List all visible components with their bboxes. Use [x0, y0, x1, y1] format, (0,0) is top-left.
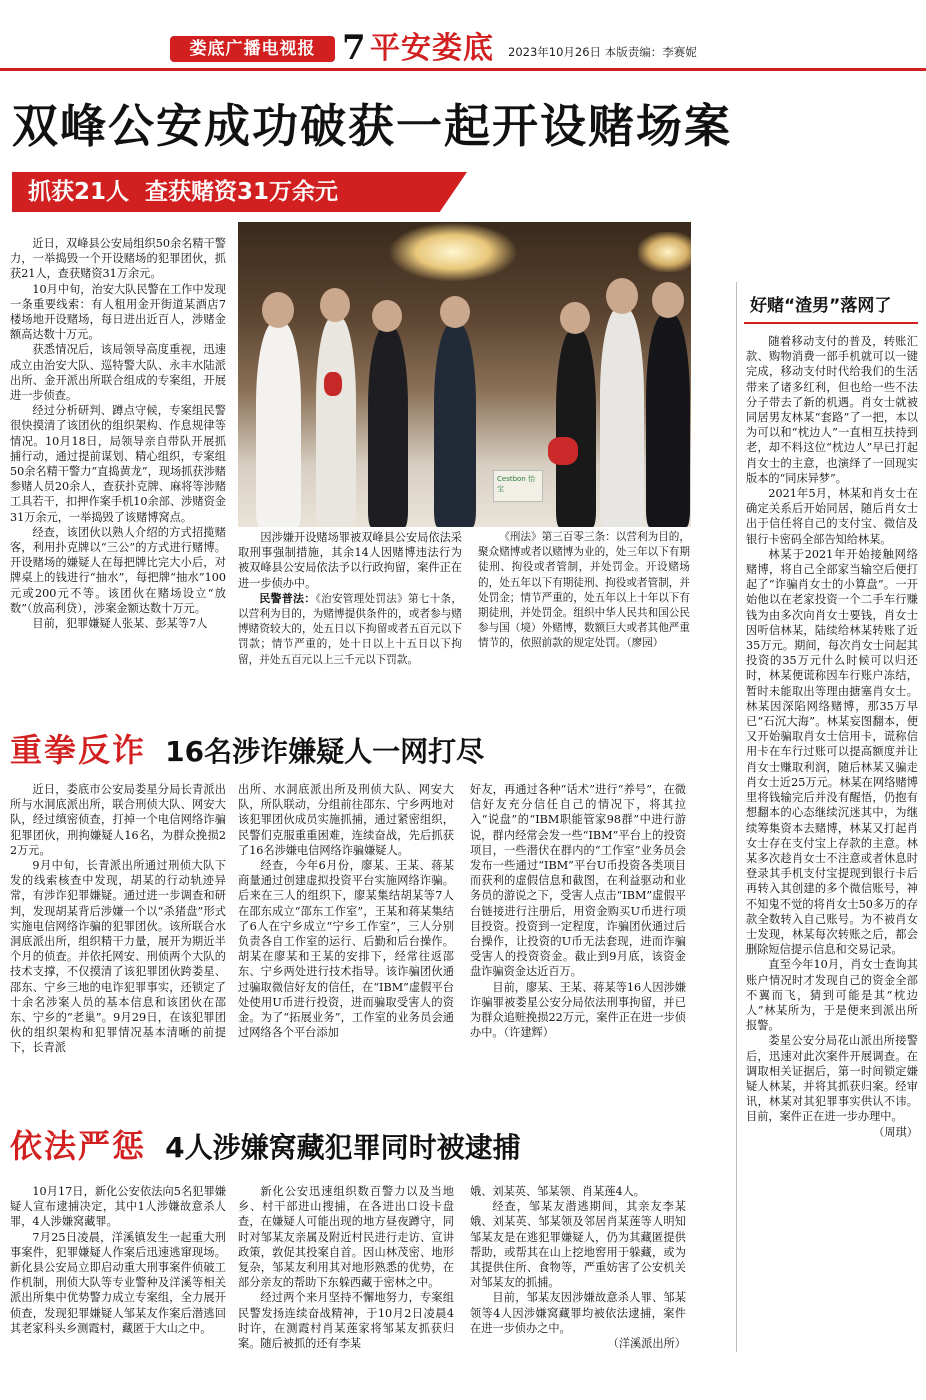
- article1-p4: 经过分析研判、蹲点守候，专案组民警很快摸清了该团伙的组织架构、作息规律等情况。10月18日，局领导亲自带队开展抓捕行动，通过提前谋划、精心组织，专案组50余名精干警力“直捣黄龙”，现场抓获涉赌参赌人员20余人，查获扑克牌、麻将等涉赌工具若干，扣押作案手机10余部、涉赌资金31万余元，一举捣毁了该赌博窝点。: [10, 404, 226, 524]
- article3-heading: [10, 1126, 521, 1168]
- article3-p6: 经查，邹某友潜逃期间，其亲友李某娥、刘某英、邹某领及邻居肖某莲等人明知邹某友是在逃犯罪嫌疑人，仍为其藏匿提供帮助，或帮其在山上挖地窖用于躲藏，或为其提供住所、食物等，严重妨害了公安机关对邹某友的抓捕。: [470, 1200, 686, 1290]
- article3-p1: 10月17日，新化公安依法向5名犯罪嫌疑人宣布逮捕决定，其中1人涉嫌故意杀人罪，4人涉嫌窝藏罪。: [10, 1185, 226, 1229]
- masthead: [0, 0, 926, 70]
- article2-p6-text: 目前，廖某、王某、蒋某等16人因涉嫌诈骗罪被娄星公安分局依法刑事拘留，并已为群众追赃挽损22万元，案件正在进一步侦办中。: [470, 980, 686, 1040]
- law2: [478, 530, 690, 652]
- article2-title: 16名涉诈嫌疑人一网打尽: [165, 735, 485, 768]
- date-editor: 2023年10月26日 本版责编：李赛妮: [508, 45, 697, 59]
- article2-col1: [10, 782, 226, 1056]
- sidebar-body: [746, 334, 918, 1140]
- sidebar-p5: 娄星公安分局花山派出所接警后，迅速对此次案件开展调查。在调取相关证据后，第一时间锁定嫌疑人林某，并将其抓获归案。经审讯，林某对其犯罪事实供认不讳。目前，案件正在进一步办理中。: [746, 1034, 918, 1124]
- law1-label: 民警普法：: [259, 591, 316, 605]
- person: [368, 327, 408, 527]
- water-box: [493, 470, 543, 502]
- law2-text: 《刑法》第三百零三条：以营利为目的，聚众赌博或者以赌博为业的，处三年以下有期徒刑、拘役或者管制，并处罚金。开设赌场的，处五年以下有期徒刑、拘役或者管制，并处罚金；情节严重的，处五年以上十年以下有期徒刑，并处罚金。组织中华人民共和国公民参与国（境）外赌博，数额巨大或者其他严重情节的，依照前款的规定处罚。: [478, 531, 690, 650]
- law1: [238, 591, 462, 668]
- article2-p2: 9月中旬，长青派出所通过刑侦大队下发的线索核查中发现，胡某的行动轨迹异常，有涉诈犯罪嫌疑。通过进一步调查和研判，发现胡某背后涉嫌一个以“杀猪盘”形式实施电信网络诈骗的犯罪团伙。该所联合水洞底派出所，组织精干力量，展开为期近半个月的侦查。并依托网安、刑侦两个大队的技术支撑，不仅摸清了该犯罪团伙跨娄星、邵东、宁乡三地的电诈犯罪事实，还锁定了十余名涉案人员的基本信息和该团伙在邵东、宁乡的“老巢”。9月29日，在该犯罪团伙的组织架构和犯罪情况基本清晰的前提下，长青派: [10, 859, 226, 1055]
- article3-col3: [470, 1184, 686, 1351]
- article1-p6: 目前，犯罪嫌疑人张某、彭某等7人: [32, 617, 208, 631]
- article2-byline: （许建辉）: [503, 1026, 554, 1040]
- article2-p1: 近日，娄底市公安局娄星分局长青派出所与水洞底派出所，联合刑侦大队、网安大队，经过缜密侦查，打掉一个电信网络诈骗犯罪团伙，刑拘嫌疑人16名，为群众挽损22万元。: [10, 783, 226, 857]
- section-title: 平安娄底: [370, 31, 494, 66]
- sidebar-p3: 林某于2021年开始接触网络赌博，将自己全部家当输空后便打起了“诈骗肖女士的小算盘”。一开始他以在老家投资一个二手车行赚钱为由多次向肖女士要钱，肖女士因听信林某，陆续给林某转账了近35万元。期间，每次肖女士问起其投资的35万元什么时候可以归还时，林某便谎称因车行账户冻结，暂时未能取出等理由搪塞肖女士。林某因深陷网络赌博，那35万早已“石沉大海”。林某妄图翻本，便又开始骗取肖女士信用卡，谎称信用卡在车行过账可以提高额度并让肖女士赚取利润，随后林某又骗走肖女士近25万元。林某在网络赌博里将钱输完后并没有醒悟，仍抱有想翻本的心态继续沉迷其中，为继续筹集资本去赌博，林某又打起肖女士存在支付宝上存款的主意。林某多次趁肖女士不注意或者休息时登录其手机支付宝提现到银行卡后再转入其创建的多个微信账号，神不知鬼不觉的将肖女士50多万的存款全数转入自己账号。为不被肖女士发现，林某每次转账之后，都会删除短信提示信息和交易记录。: [746, 547, 918, 957]
- article2-col2: [238, 782, 454, 1040]
- person: [316, 317, 356, 527]
- red-bag: [548, 437, 578, 465]
- sidebar-p1: 随着移动支付的普及，转账汇款、购物消费一部手机就可以一键完成，移动支付时代给我们的生活带来了诸多红利，但也给一些不法分子带去了新的机遇。肖女士就被同居男友林某“套路”了一把，本以为可以和“枕边人”一直相互扶持到老，却不料这位“枕边人”早已打起肖女士的主意，也演绎了一回现实版本的“同床异梦”。: [746, 335, 918, 485]
- sidebar-byline: （周琪）: [873, 1125, 918, 1139]
- person-head: [372, 300, 402, 332]
- person: [600, 308, 644, 527]
- article1-p1: 近日，双峰县公安局组织50余名精干警力，一举捣毁一个开设赌场的犯罪团伙，抓获21人，查获赌资31万余元。: [10, 237, 226, 281]
- article2-p6: [470, 980, 686, 1041]
- article3-byline: （洋溪派出所）: [607, 1337, 686, 1351]
- law1-text: 《治安管理处罚法》第七十条，以营利为目的，为赌博提供条件的，或者参与赌博赌资较大的，处五日以下拘留或者五百元以下罚款；情节严重的，处十日以上十五日以下拘留，并处五百元以上三千元以下罚款。: [238, 592, 463, 666]
- article1-p5: 经查，该团伙以熟人介绍的方式招揽赌客，利用扑克牌以“三公”的方式进行赌博。开设赌场的嫌疑人在每把牌比完大小后，对牌桌上的钱进行“抽水”，每把牌“抽水”100元或200元不等。该团伙在赌场设立“放数”（放高利贷），涉案金额达数十万元。: [10, 525, 226, 615]
- article3-p3: 新化公安迅速组织数百警力以及当地乡、村干部进山搜捕，在各进出口设卡盘查，在嫌疑人可能出现的地方昼夜蹲守，同时对邹某友亲属及附近村民进行走访、宣讲政策，敦促其投案自首。因山林茂密、地形复杂，邹某友利用其对地形熟悉的优势，在部分亲友的帮助下东躲西藏于密林之中。: [238, 1185, 454, 1290]
- article3-p5: 娥、刘某英、邹某领、肖某莲4人。: [470, 1185, 645, 1198]
- page-number: 7: [342, 28, 366, 68]
- person-head: [320, 288, 350, 322]
- water-box-label: Cestbon 怡宝: [497, 475, 535, 493]
- red-bag: [324, 372, 342, 396]
- article1-title: 双峰公安成功破获一起开设赌场案: [12, 99, 732, 153]
- raid-photo: [238, 222, 691, 527]
- police-officer: [434, 324, 476, 527]
- article1-col2-p1: 因涉嫌开设赌场罪被双峰县公安局依法采取刑事强制措施，其余14人因赌博违法行为被双峰县公安局依法予以行政拘留，案件正在进一步侦办中。: [238, 531, 462, 590]
- article3-tag: 依法严惩: [10, 1127, 147, 1165]
- chandelier: [388, 222, 518, 282]
- police-head: [440, 296, 470, 328]
- person: [556, 330, 596, 527]
- sidebar-title: 好赌“渣男”落网了: [750, 296, 892, 316]
- person: [646, 314, 690, 527]
- article1-p3: 获悉情况后，该局领导高度重视，迅速成立由治安大队、巡特警大队、永丰水陆派出所、金开派出所联合组成的专案组，开展进一步侦查。: [10, 343, 226, 403]
- article3-title: 4人涉嫌窝藏犯罪同时被逮捕: [165, 1131, 521, 1164]
- article2-p5: 好友，再通过各种“话术”进行“养号”，在微信好友充分信任自己的情况下，将其拉入“说盘”的“IBM职能管家98群”中进行游说，群内经常会发一些“IBM”平台上的投资项目，一些潜伏在群内的“工作室”业务员会发布一些通过“IBM”平台U币投资各类项目而获利的虚假信息和截图，在利益驱动和业务员的游说之下，受害人点击“IBM”虚假平台链接进行注册后，用资金购买U币进行项目投资。投资到一定程度，诈骗团伙通过后台操作，让投资的U币无法套现，进而诈骗受害人的投资资金。截止到9月底，该资金盘诈骗资金达近百万。: [470, 783, 686, 979]
- article3-p4: 经过两个来月坚持不懈地努力，专案组民警发扬连续奋战精神，于10月2日凌晨4时许，在测霞村肖某莲家将邹某友抓获归案。随后被抓的还有李某: [238, 1291, 454, 1351]
- person-head: [262, 292, 294, 328]
- article2-p3: 出所、水洞底派出所及刑侦大队、网安大队，所队联动，分组前往邵东、宁乡两地对该犯罪团伙成员实施抓捕，通过紧密组织，民警们克服重重困难，连续奋战，先后抓获了16名涉嫌电信网络诈骗嫌疑人。: [238, 783, 454, 857]
- sidebar-title-rule: [744, 322, 918, 324]
- paper-name-pill: 娄底广播电视报: [170, 36, 335, 62]
- article2-tag: 重拳反诈: [10, 731, 147, 769]
- sidebar-divider: [736, 282, 737, 1352]
- person: [256, 322, 301, 527]
- article2-heading: [10, 730, 484, 772]
- article1-p2: 10月中旬，治安大队民警在工作中发现一条重要线索：有人租用金开街道某酒店7楼场地开设赌场，每日进出近百人，涉赌金额高达数十万元。: [10, 282, 226, 342]
- article1-col2: [238, 530, 462, 668]
- article3-p2: 7月25日凌晨，洋溪镇发生一起重大刑事案件，犯罪嫌疑人作案后迅速逃窜现场。新化县公安局立即启动重大刑事案件侦破工作机制，刑侦大队等专业警种及洋溪等相关派出所集中优势警力成立专案组，全力展开侦查，发现犯罪嫌疑人邹某友作案后潜逃回其老家科头乡测霞村，藏匿于大山之中。: [10, 1230, 226, 1335]
- article1-subtitle: 抓获21人 查获赌资31万余元: [28, 179, 339, 205]
- article3-col1: [10, 1184, 226, 1336]
- person-head: [652, 282, 684, 318]
- sidebar-p4: 直至今年10月，肖女士查询其账户情况时才发现自己的资金全部不翼而飞，猜到可能是其“枕边人”林某所为，于是便来到派出所报警。: [746, 958, 918, 1033]
- chandelier-right: [638, 232, 691, 272]
- article2-col3: [470, 782, 686, 1040]
- person-head: [606, 278, 638, 314]
- sidebar-p2: 2021年5月，林某和肖女士在确定关系后开始同居，随后肖女士出于信任将自己的支付宝、微信及银行卡密码全部告知给林某。: [746, 487, 918, 546]
- article1-col3: [478, 530, 690, 652]
- article3-p7: 目前，邹某友因涉嫌故意杀人罪、邹某领等4人因涉嫌窝藏罪均被依法逮捕，案件在进一步侦办之中。: [470, 1291, 686, 1335]
- masthead-rule: [0, 68, 926, 71]
- article3-col2: [238, 1184, 454, 1351]
- article1-col1: [10, 236, 226, 631]
- article1-byline: （廖园）: [626, 637, 664, 650]
- person-head: [560, 302, 590, 334]
- article2-p4: 经查，今年6月份，廖某、王某、蒋某商量通过创建虚拟投资平台实施网络诈骗。后来在三人的组织下，廖某集结胡某等7人在邵东成立“邵东工作室”，王某和蒋某集结了6人在宁乡成立“宁乡工作室”，三人分别负责各自工作室的运行、后勤和后台操作。胡某在廖某和王某的安排下，经常往返邵东、宁乡两处进行技术指导。该诈骗团伙通过骗取微信好友的信任，在“IBM”虚假平台处使用U币进行投资，进而骗取受害人的资金。为了“拓展业务”，工作室的业务员会通过网络各个平台添加: [238, 859, 454, 1040]
